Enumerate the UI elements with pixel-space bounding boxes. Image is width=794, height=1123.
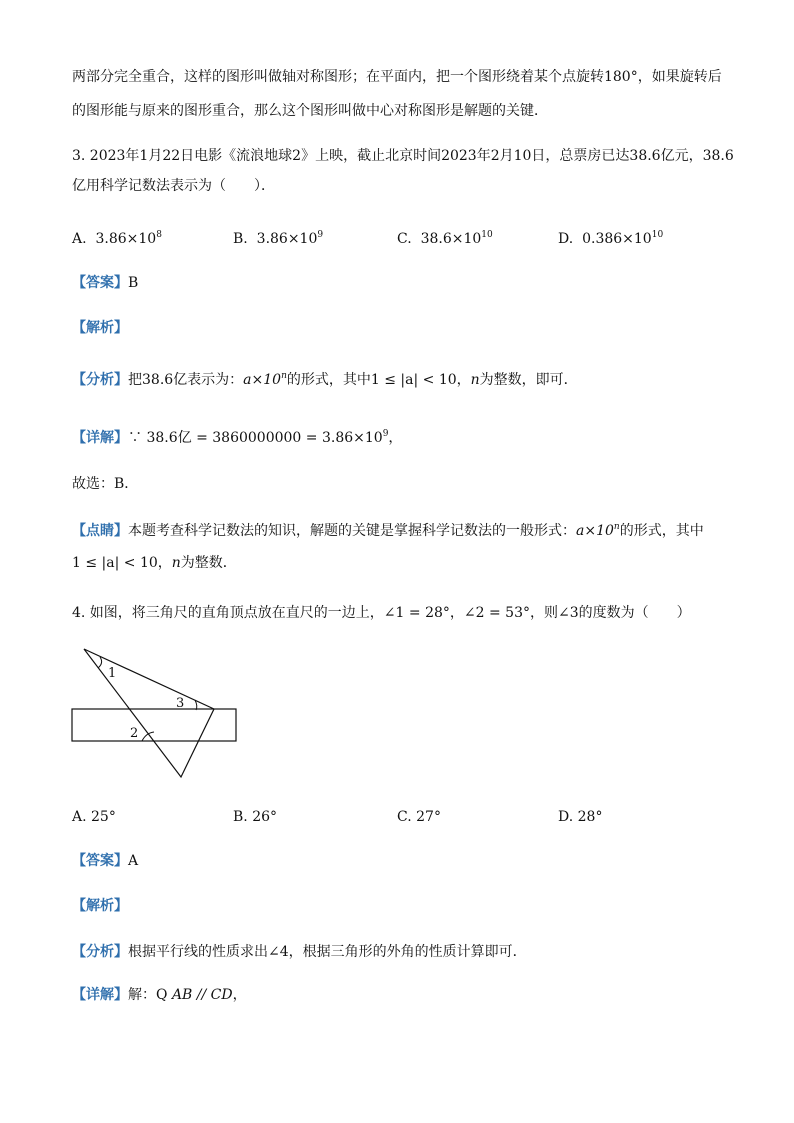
jiexi-tag: 【解析】: [72, 898, 128, 914]
angle-1-arc: [98, 657, 102, 668]
angle-1-label: 1: [108, 666, 117, 681]
q3-dianjing-line-1: 【点睛】本题考查科学记数法的知识，解题的关键是掌握科学记数法的一般形式：$a\times 10^n$的形式，其中: [72, 522, 704, 539]
q4-option-b[interactable]: B. 26°: [233, 809, 278, 825]
answer-tag: 【答案】: [72, 275, 128, 291]
q3-dianjing-line-2: 1 ≤ |a| < 10，n为整数．: [72, 555, 237, 571]
q4-option-a[interactable]: A. 25°: [72, 809, 116, 825]
q3-jiexi: [72, 318, 128, 338]
q3-fenxi: 【分析】把38.6亿表示为：$a\times 10^n$的形式，其中1 ≤ |a| < 10，n为整数，即可．: [72, 371, 578, 388]
q3-option-c[interactable]: C. $38.6\times 10^{10}$: [397, 230, 493, 247]
fenxi-tag: 【分析】: [72, 372, 128, 388]
q4-xiangjie: 【详解】解：Q AB // CD，: [72, 987, 247, 1003]
angle-3-label: 3: [176, 696, 185, 711]
triangle-set-square: [84, 649, 214, 777]
answer-value: B: [128, 275, 139, 291]
intro-line-2: 的图形能与原来的图形重合，那么这个图形叫做中心对称图形是解题的关键．: [72, 103, 548, 119]
fenxi-tag: 【分析】: [72, 944, 128, 960]
dianjing-tag: 【点睛】: [72, 523, 128, 539]
q3-option-b[interactable]: B. $3.86\times 10^9$: [233, 230, 324, 247]
q3-option-d[interactable]: D. $0.386\times 10^{10}$: [558, 230, 664, 247]
q3-option-a[interactable]: A. $3.86\times 10^8$: [72, 230, 162, 247]
answer-value: A: [128, 853, 139, 869]
intro-line-1: 两部分完全重合，这样的图形叫做轴对称图形；在平面内，把一个图形绕着某个点旋转180°，如果旋转后: [72, 69, 722, 85]
q3-guxuan: 故选：B．: [72, 476, 139, 492]
answer-tag: 【答案】: [72, 853, 128, 869]
q4-answer: [72, 851, 138, 871]
angle-2-label: 2: [130, 726, 139, 741]
q4-stem: 4. 如图，将三角尺的直角顶点放在直尺的一边上，∠1 = 28°，∠2 = 53°，则∠3的度数为（ ）: [72, 605, 691, 621]
q4-figure: [60, 640, 260, 790]
q3-answer: [72, 273, 138, 293]
q3-stem-line-1: 3. 2023年1月22日电影《流浪地球2》上映，截止北京时间2023年2月10日，总票房已达38.6亿元，38.6: [72, 148, 734, 164]
q4-fenxi: 【分析】根据平行线的性质求出∠4，根据三角形的外角的性质计算即可．: [72, 944, 527, 960]
q3-stem-line-2: 亿用科学记数法表示为（ ）．: [72, 178, 275, 194]
jiexi-tag: 【解析】: [72, 320, 128, 336]
xiangjie-tag: 【详解】: [72, 987, 128, 1003]
q4-jiexi: [72, 896, 128, 916]
xiangjie-tag: 【详解】: [72, 430, 128, 446]
q4-option-c[interactable]: C. 27°: [397, 809, 441, 825]
q3-xiangjie: 【详解】∵ 38.6亿 = $3860000000 = 3.86\times 10^9$，: [72, 429, 403, 446]
q4-option-d[interactable]: D. 28°: [558, 809, 603, 825]
